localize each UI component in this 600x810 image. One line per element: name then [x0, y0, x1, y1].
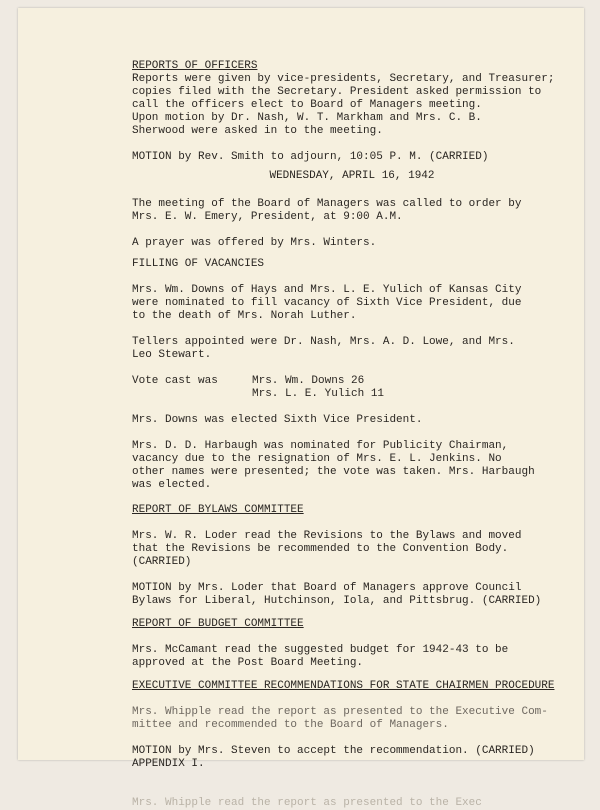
tellers-line: Leo Stewart.	[132, 349, 212, 361]
prayer-line: A prayer was offered by Mrs. Winters.	[132, 237, 377, 249]
executive-line: Mrs. Whipple read the report as presented to the Executive Com-	[132, 706, 548, 718]
bylaws-heading: REPORT OF BYLAWS COMMITTEE	[132, 504, 304, 516]
vote-count: Mrs. L. E. Yulich 11	[252, 388, 385, 400]
adjourn-motion: MOTION by Rev. Smith to adjourn, 10:05 P. M. (CARRIED)	[132, 151, 489, 163]
vacancies-heading: FILLING OF VACANCIES	[132, 258, 265, 270]
call-to-order-line: Mrs. E. W. Emery, President, at 9:00 A.M.	[132, 211, 403, 223]
budget-heading: REPORT OF BUDGET COMMITTEE	[132, 618, 304, 630]
nomination-line: were nominated to fill vacancy of Sixth Vice President, due	[132, 297, 522, 309]
publicity-line: was elected.	[132, 479, 212, 491]
bylaws-line: Mrs. W. R. Loder read the Revisions to the Bylaws and moved	[132, 530, 522, 542]
nomination-line: to the death of Mrs. Norah Luther.	[132, 310, 357, 322]
nomination-line: Mrs. Wm. Downs of Hays and Mrs. L. E. Yulich of Kansas City	[132, 284, 522, 296]
tellers-line: Tellers appointed were Dr. Nash, Mrs. A. D. Lowe, and Mrs.	[132, 336, 515, 348]
elected-line: Mrs. Downs was elected Sixth Vice President.	[132, 414, 423, 426]
bylaws-motion-line: MOTION by Mrs. Loder that Board of Managers approve Council	[132, 582, 522, 594]
officers-line: copies filed with the Secretary. President asked permission to	[132, 86, 542, 98]
vote-block	[132, 375, 572, 401]
call-to-order-line: The meeting of the Board of Managers was called to order by	[132, 198, 522, 210]
minutes-text	[132, 60, 572, 810]
executive-motion-line: APPENDIX I.	[132, 758, 205, 770]
bylaws-motion-line: Bylaws for Liberal, Hutchinson, Iola, and Pittsbrug. (CARRIED)	[132, 595, 542, 607]
officers-line: Reports were given by vice-presidents, Secretary, and Treasurer;	[132, 73, 555, 85]
publicity-line: Mrs. D. D. Harbaugh was nominated for Publicity Chairman,	[132, 440, 509, 452]
executive-motion-line: MOTION by Mrs. Steven to accept the recommendation. (CARRIED)	[132, 745, 535, 757]
vote-count: Mrs. Wm. Downs 26	[252, 375, 365, 387]
budget-line: approved at the Post Board Meeting.	[132, 657, 364, 669]
vote-label: Vote cast was	[132, 375, 218, 387]
date-heading: WEDNESDAY, APRIL 16, 1942	[269, 170, 435, 182]
bylaws-line: that the Revisions be recommended to the Convention Body.	[132, 543, 509, 555]
officers-line: Sherwood were asked in to the meeting.	[132, 125, 383, 137]
officers-heading: REPORTS OF OFFICERS	[132, 60, 258, 72]
executive-line: mittee and recommended to the Board of Managers.	[132, 719, 449, 731]
officers-line: call the officers elect to Board of Managers meeting.	[132, 99, 482, 111]
document-page	[18, 8, 584, 809]
budget-line: Mrs. McCamant read the suggested budget for 1942-43 to be	[132, 644, 509, 656]
bylaws-line: (CARRIED)	[132, 556, 192, 568]
officers-line: Upon motion by Dr. Nash, W. T. Markham and Mrs. C. B.	[132, 112, 482, 124]
executive-heading: EXECUTIVE COMMITTEE RECOMMENDATIONS FOR STATE CHAIRMEN PROCEDURE	[132, 680, 555, 692]
publicity-line: other names were presented; the vote was taken. Mrs. Harbaugh	[132, 466, 535, 478]
bleed-through-line: Mrs. Whipple read the report as presented to the Exec	[132, 797, 482, 809]
publicity-line: vacancy due to the resignation of Mrs. E. L. Jenkins. No	[132, 453, 502, 465]
